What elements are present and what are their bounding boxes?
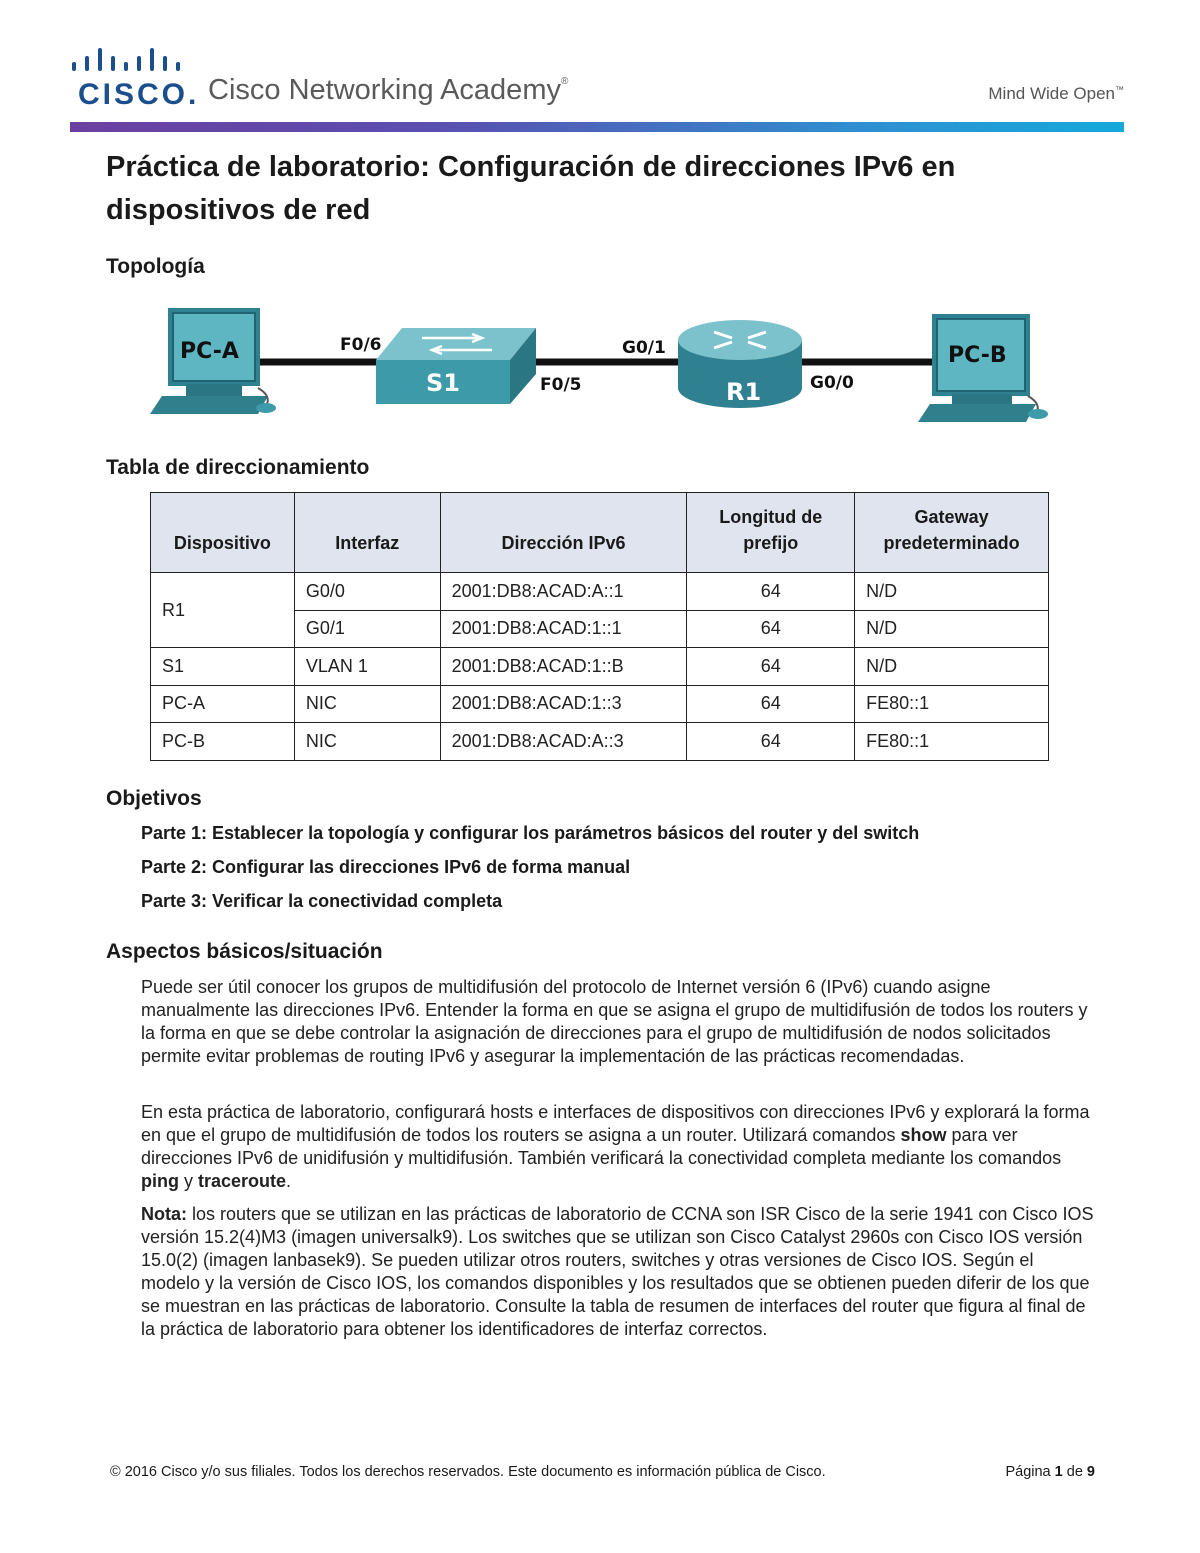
- cell-interface: NIC: [294, 685, 440, 723]
- section-addressing-heading: Tabla de direccionamiento: [106, 456, 370, 479]
- topology-label-f05: F0/5: [540, 375, 582, 395]
- cell-prefix: 64: [687, 610, 855, 648]
- col-header-ipv6: Dirección IPv6: [440, 493, 687, 573]
- cell-prefix: 64: [687, 573, 855, 611]
- cisco-logo-bars-icon: [70, 46, 180, 76]
- footer-page-number: Página 1 de 9: [1005, 1464, 1095, 1480]
- section-background-heading: Aspectos básicos/situación: [106, 940, 383, 963]
- cell-ipv6: 2001:DB8:ACAD:A::3: [440, 723, 687, 761]
- topology-label-pca: PC-A: [180, 339, 239, 364]
- topology-label-s1: S1: [426, 369, 460, 397]
- topology-label-g01: G0/1: [622, 338, 666, 358]
- note-paragraph: Nota: los routers que se utilizan en las prácticas de laboratorio de CCNA son ISR Cisco de la serie 1941 con Cisco IOS versión 15.2(4)M3 (imagen universalk9). Los switches que se utilizan son Cisco Catalyst 2960s con Cisco IOS versión 15.0(2) (imagen lanbasek9). Se pueden utilizar otros routers, switches y otras versiones de Cisco IOS. Según el modelo y la versión de Cisco IOS, los comandos disponibles y los resultados que se obtienen pueden diferir de los que se muestran en las prácticas de laboratorio. Consulte la tabla de resumen de interfaces del router que figura al final de la práctica de laboratorio para obtener los identificadores de interfaz correctos.: [141, 1204, 1094, 1339]
- cell-interface: G0/0: [294, 573, 440, 611]
- topology-label-f06: F0/6: [340, 335, 382, 355]
- footer-copyright: © 2016 Cisco y/o sus filiales. Todos los derechos reservados. Este documento es información pública de Cisco.: [110, 1464, 826, 1480]
- cell-gateway: FE80::1: [855, 685, 1049, 723]
- cell-ipv6: 2001:DB8:ACAD:1::1: [440, 610, 687, 648]
- topology-diagram: [140, 296, 1070, 436]
- cell-device: S1: [151, 648, 295, 686]
- page-footer: [110, 1464, 1095, 1480]
- background-paragraph-2: En esta práctica de laboratorio, configurará hosts e interfaces de dispositivos con direcciones IPv6 y explorará la forma en que el grupo de multidifusión de todos los routers se asigna a un router. Utilizará comandos show para ver direcciones IPv6 de unidifusión y multidifusión. También verificará la conectividad completa mediante los comandos ping y traceroute.: [141, 1102, 1090, 1191]
- col-header-device: Dispositivo: [151, 493, 295, 573]
- pc-b-icon: [918, 314, 1048, 422]
- cell-prefix: 64: [687, 723, 855, 761]
- cell-ipv6: 2001:DB8:ACAD:A::1: [440, 573, 687, 611]
- cell-gateway: FE80::1: [855, 723, 1049, 761]
- cell-gateway: N/D: [855, 610, 1049, 648]
- cell-prefix: 64: [687, 685, 855, 723]
- cisco-logo-word: CISCO.: [78, 78, 200, 111]
- header-gradient-bar: [70, 122, 1124, 132]
- background-paragraph-1: Puede ser útil conocer los grupos de multidifusión del protocolo de Internet versión 6 (IPv6) cuando asigne manualmente las direcciones IPv6. Entender la forma en que se asigna el grupo de multidifusión de todos los routers y la forma en que se debe controlar la asignación de direcciones para el grupo de multidifusión de nodos solicitados permite evitar problemas de routing IPv6 y asegurar la implementación de las prácticas recomendadas.: [141, 977, 1088, 1066]
- cell-ipv6: 2001:DB8:ACAD:1::3: [440, 685, 687, 723]
- col-header-prefix: Longitud de prefijo: [687, 493, 855, 573]
- cell-device: R1: [151, 573, 295, 648]
- cell-ipv6: 2001:DB8:ACAD:1::B: [440, 648, 687, 686]
- topology-label-r1: R1: [726, 378, 762, 406]
- table-header-row: [151, 493, 1049, 573]
- table-row: [151, 723, 1049, 761]
- topology-label-pcb: PC-B: [948, 343, 1007, 368]
- objective-part-2: Parte 2: Configurar las direcciones IPv6 de forma manual: [141, 857, 631, 877]
- cell-device: PC-B: [151, 723, 295, 761]
- table-row: [151, 573, 1049, 611]
- cell-prefix: 64: [687, 648, 855, 686]
- academy-name: Cisco Networking Academy®: [208, 74, 569, 106]
- topology-label-g00: G0/0: [810, 373, 854, 393]
- page-header: [70, 40, 1124, 132]
- cell-interface: NIC: [294, 723, 440, 761]
- cell-interface: VLAN 1: [294, 648, 440, 686]
- cell-interface: G0/1: [294, 610, 440, 648]
- col-header-interface: Interfaz: [294, 493, 440, 573]
- cell-device: PC-A: [151, 685, 295, 723]
- section-topology-heading: Topología: [106, 255, 205, 278]
- col-header-gateway: Gateway predeterminado: [855, 493, 1049, 573]
- cell-gateway: N/D: [855, 573, 1049, 611]
- section-objectives-heading: Objetivos: [106, 787, 202, 810]
- cell-gateway: N/D: [855, 648, 1049, 686]
- objective-part-3: Parte 3: Verificar la conectividad completa: [141, 891, 503, 911]
- table-row: [151, 685, 1049, 723]
- page-title: Práctica de laboratorio: Configuración de direcciones IPv6 en dispositivos de red: [106, 151, 956, 226]
- table-row: [151, 648, 1049, 686]
- addressing-table: [150, 492, 1049, 761]
- objective-part-1: Parte 1: Establecer la topología y configurar los parámetros básicos del router y del switch: [141, 823, 920, 843]
- tagline: Mind Wide Open™: [988, 84, 1124, 103]
